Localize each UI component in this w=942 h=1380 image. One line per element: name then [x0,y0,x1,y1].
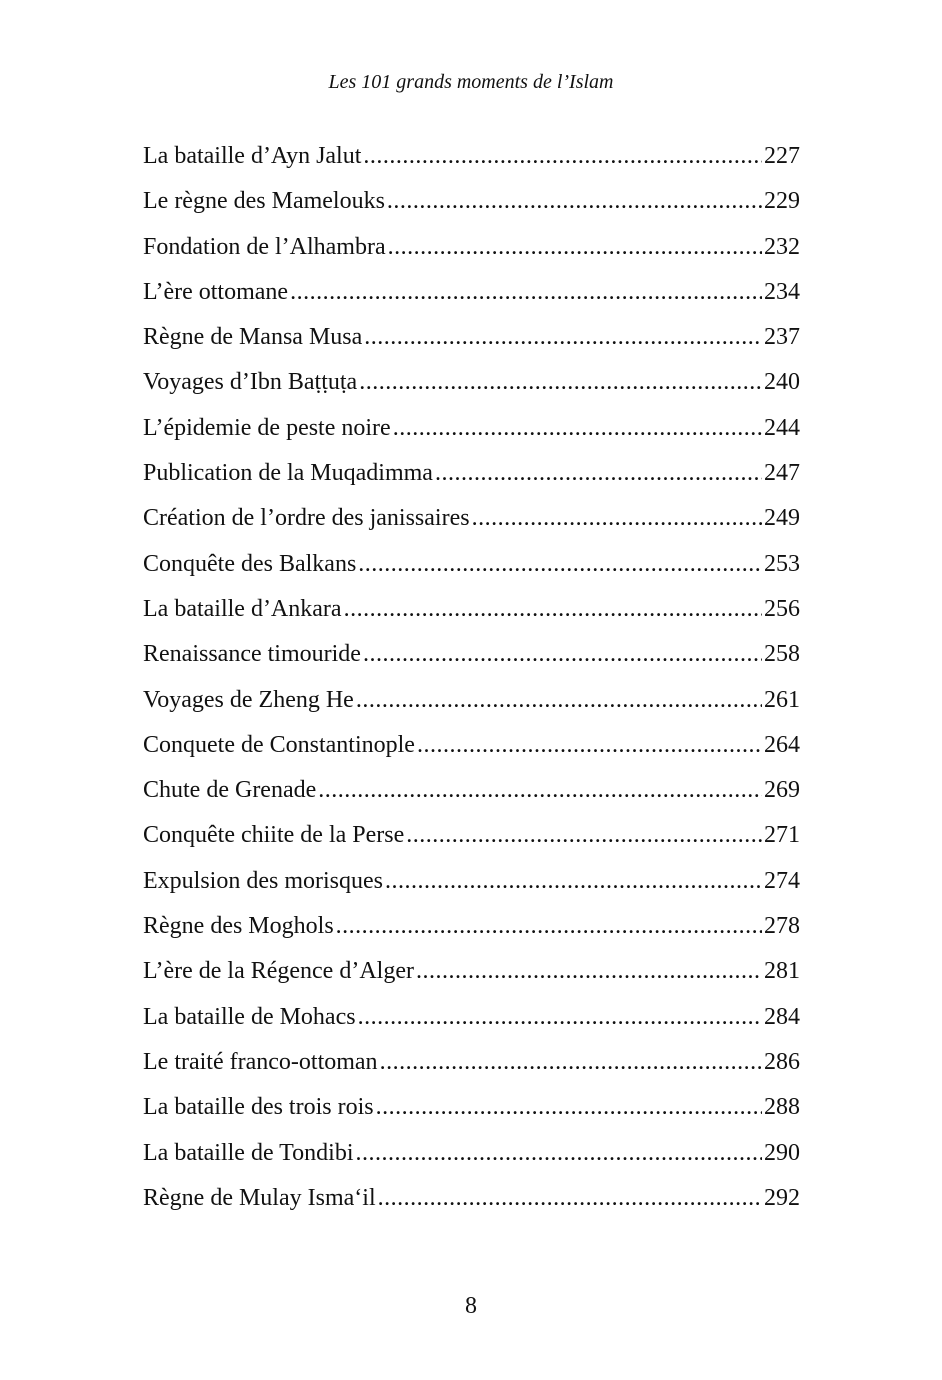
dot-leader [290,274,762,310]
toc-entry-page: 258 [764,641,800,668]
toc-entry-title: Voyages d’Ibn Baṭṭuṭa [143,369,358,396]
dot-leader [380,1044,762,1080]
toc-entry [143,682,800,727]
toc-entry-page: 227 [764,143,800,169]
running-header: Les 101 grands moments de l’Islam [328,71,614,93]
toc-entry-page: 237 [764,324,800,351]
toc-entry [143,500,800,545]
toc-entry [143,229,800,274]
dot-leader [388,229,762,265]
toc-entry-title: La bataille d’Ankara [143,595,342,622]
toc-entry [143,863,800,908]
toc-entry-page: 249 [764,505,800,532]
toc-entry-page: 288 [764,1094,800,1121]
toc-entry [143,817,800,862]
toc-entry-page: 261 [764,686,800,713]
toc-entry-title: Expulsion des morisques [143,867,383,894]
toc-entry [143,319,800,364]
dot-leader [358,999,762,1035]
toc-entry-title: L’épidemie de peste noire [143,414,391,441]
toc-entry-title: Le règne des Mamelouks [143,188,385,215]
toc-entry-page: 256 [764,595,800,622]
toc-entry-title: La bataille d’Ayn Jalut [143,143,362,169]
toc-entry-page: 269 [764,777,800,804]
toc-entry-title: Conquête chiite de la Perse [143,822,405,849]
toc-entry [143,455,800,500]
dot-leader [336,908,762,944]
toc-entry [143,1180,800,1225]
dot-leader [385,863,762,899]
toc-entry-title: Création de l’ordre des janissaires [143,505,470,532]
dot-leader [472,500,762,536]
toc-entry-page: 286 [764,1048,800,1075]
toc-entry-page: 284 [764,1003,800,1030]
toc-entry-title: Règne des Moghols [143,913,334,940]
toc-entry-title: Règne de Mulay Isma‘il [143,1184,376,1211]
toc-entry-page: 278 [764,913,800,940]
toc-entry-title: La bataille de Tondibi [143,1139,354,1166]
toc-entry-title: L’ère ottomane [143,278,289,305]
dot-leader [344,591,762,627]
dot-leader [363,138,762,174]
dot-leader [318,772,762,808]
dot-leader [387,183,762,219]
toc-entry-title: L’ère de la Régence d’Alger [143,958,414,985]
dot-leader [364,319,762,355]
dot-leader [363,636,762,672]
dot-leader [417,727,762,763]
toc-entry [143,274,800,319]
page-number: 8 [465,1293,477,1319]
toc-entry [143,727,800,772]
toc-entry-page: 240 [764,369,800,396]
toc-entry [143,772,800,817]
dot-leader [355,1135,762,1171]
toc-entry [143,364,800,409]
toc-entry-page: 274 [764,867,800,894]
toc-entry-page: 271 [764,822,800,849]
toc-entry-page: 253 [764,550,800,577]
dot-leader [358,546,762,582]
toc-entry-page: 234 [764,278,800,305]
toc-entry [143,908,800,953]
toc-entry [143,1089,800,1134]
toc-entry-page: 232 [764,233,800,260]
toc-entry [143,138,800,183]
toc-entry [143,410,800,455]
toc-entry-page: 247 [764,460,800,487]
dot-leader [356,682,762,718]
toc-entry-title: Fondation de l’Alhambra [143,233,386,260]
toc-entry-title: La bataille de Mohacs [143,1003,356,1030]
dot-leader [376,1089,762,1125]
toc-entry-page: 281 [764,958,800,985]
toc-entry [143,1135,800,1180]
toc-entry [143,636,800,681]
dot-leader [359,364,762,400]
toc-entry-page: 244 [764,414,800,441]
table-of-contents [143,138,800,1225]
toc-entry-title: Conquête des Balkans [143,550,357,577]
toc-entry [143,999,800,1044]
toc-entry-page: 290 [764,1139,800,1166]
toc-entry [143,591,800,636]
dot-leader [416,953,762,989]
toc-entry-title: Voyages de Zheng He [143,686,354,713]
toc-entry-page: 292 [764,1184,800,1211]
toc-entry-title: Publication de la Muqadimma [143,460,433,487]
toc-entry-title: Règne de Mansa Musa [143,324,363,351]
toc-entry [143,183,800,228]
toc-entry [143,1044,800,1089]
dot-leader [378,1180,762,1216]
toc-entry-page: 229 [764,188,800,215]
toc-entry-title: Le traité franco-ottoman [143,1048,378,1075]
dot-leader [393,410,762,446]
toc-entry-title: Conquete de Constantinople [143,731,415,758]
toc-entry [143,546,800,591]
toc-entry-title: Renaissance timouride [143,641,361,668]
dot-leader [406,817,762,853]
toc-entry [143,953,800,998]
dot-leader [435,455,762,491]
toc-entry-title: La bataille des trois rois [143,1094,374,1121]
toc-entry-title: Chute de Grenade [143,777,317,804]
toc-entry-page: 264 [764,731,800,758]
